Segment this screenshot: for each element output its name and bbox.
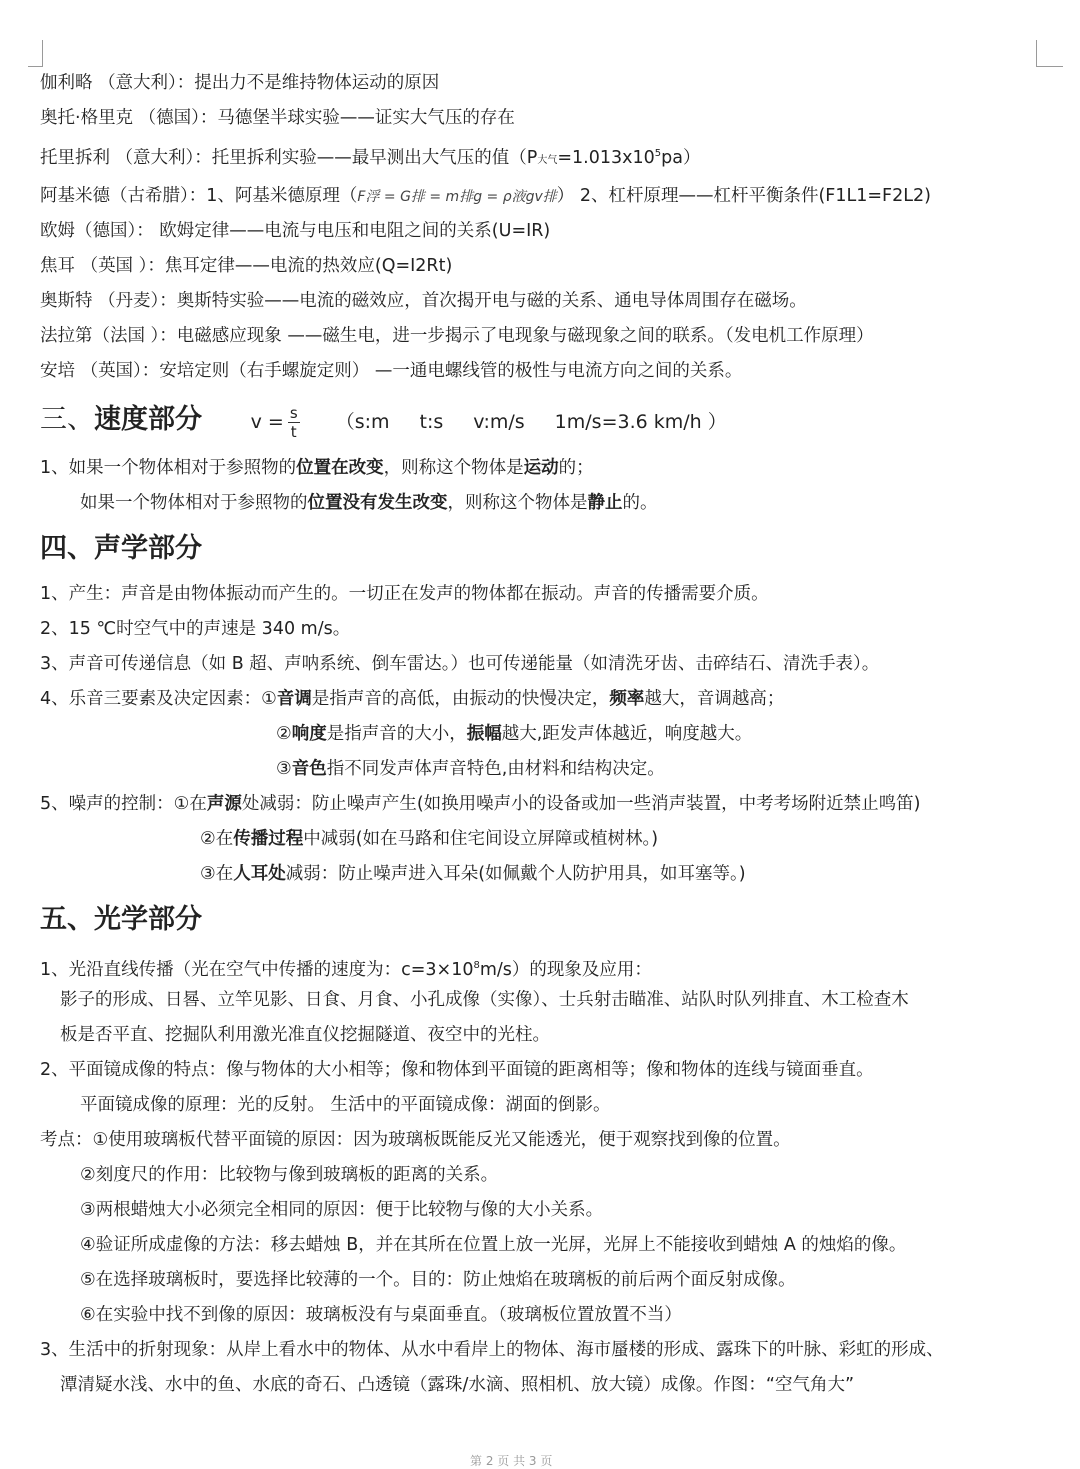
text: 减弱：防止噪声进入耳朵(如佩戴个人防护用具，如耳塞等。) [285, 864, 746, 884]
section-acoustics-heading: 四、声学部分 [40, 533, 202, 564]
exponent: 8 [473, 960, 480, 971]
text: 5、噪声的控制：①在 [40, 794, 207, 814]
text: 是指声音的高低，由振动的快慢决定， [311, 689, 610, 709]
optics-exam-point-6: ⑥在实验中找不到像的原因：玻璃板没有与桌面垂直。（玻璃板位置放置不当） [80, 1305, 682, 1325]
text: 如果一个物体相对于参照物的 [80, 493, 308, 513]
text: m/s）的现象及应用： [479, 959, 652, 980]
speed-formula-v: v = [250, 411, 284, 433]
acoustics-timbre [40, 752, 1050, 787]
document-page [40, 66, 1050, 1403]
text: ，则称这个物体是 [447, 493, 588, 513]
speed-fraction [288, 404, 300, 441]
optics-exam-point-4: ④验证所成虚像的方法：移去蜡烛 B，并在其所在位置上放一光屏，光屏上不能接收到蜡烛 A 的烛焰的像。 [80, 1235, 907, 1255]
scientist-faraday: 法拉第（法国 ）：电磁感应现象 ——磁生电，进一步揭示了电现象与磁现象之间的联系。（发电机工作原理） [40, 326, 874, 346]
scientist-galileo: 伽利略 （意大利）：提出力不是维持物体运动的原因 [40, 73, 440, 93]
section-speed-heading [40, 389, 1050, 451]
emphasis: 音调 [276, 689, 312, 709]
text: 4、乐音三要素及决定因素：① [40, 689, 277, 709]
text: 指不同发声体声音特色,由材料和结构决定。 [326, 759, 665, 779]
scientist-ohm: 欧姆（德国）： 欧姆定律——电流与电压和电阻之间的关系(U=IR) [40, 221, 551, 241]
acoustics-item-1: 1、产生：声音是由物体振动而产生的。一切正在发声的物体都在振动。声音的传播需要介质。 [40, 584, 769, 604]
acoustics-item-4 [40, 682, 1050, 717]
unit-v: v:m/s [473, 411, 525, 433]
lever-principle: ） 2、杠杆原理——杠杆平衡条件(F1L1=F2L2) [556, 186, 931, 206]
emphasis: 运动 [523, 458, 559, 478]
text: 1、如果一个物体相对于参照物的 [40, 458, 297, 478]
speed-rest-line [40, 486, 1050, 521]
acoustics-noise-ear [40, 857, 1050, 892]
text: ② [276, 724, 292, 744]
scientist-torricelli [40, 136, 1050, 171]
torricelli-text: 托里拆利 （意大利）：托里拆利实验——最早测出大气压的值（P [40, 147, 538, 168]
torricelli-value: =1.013x10 [557, 147, 655, 168]
unit-s: （s:m [335, 411, 390, 433]
optics-exam-point-1: 考点：①使用玻璃板代替平面镜的原因：因为玻璃板既能反光又能透光，便于观察找到像的位置。 [40, 1130, 791, 1150]
section-title: 速度部分 [94, 404, 202, 435]
text: 的； [558, 458, 594, 478]
page-footer: 第 2 页 共 3 页 [470, 1454, 553, 1468]
optics-item-1 [40, 948, 1050, 983]
emphasis: 位置在改变 [296, 458, 384, 478]
scientist-ampere: 安培 （英国）：安培定则（右手螺旋定则） —一通电螺线管的极性与电流方向之间的关系。 [40, 361, 743, 381]
scientist-joule: 焦耳 （英国 ）：焦耳定律——电流的热效应(Q=I2Rt) [40, 256, 453, 276]
optics-item-3-cont: 潭清疑水浅、水中的鱼、水底的奇石、凸透镜（露珠/水滴、照相机、放大镜）成像。作图：“空气角大” [60, 1375, 855, 1395]
acoustics-noise-path [40, 822, 1050, 857]
text: 是指声音的大小， [326, 724, 467, 744]
torricelli-unit: pa） [661, 147, 701, 168]
optics-exam-point-2: ②刻度尺的作用：比较物与像到玻璃板的距离的关系。 [80, 1165, 499, 1185]
fraction-denominator: t [290, 423, 297, 441]
emphasis: 音色 [291, 759, 327, 779]
unit-t: t:s [419, 411, 444, 433]
scientist-oersted: 奥斯特 （丹麦）：奥斯特实验——电流的磁效应，首次揭开电与磁的关系、通电导体周围存在磁场。 [40, 291, 807, 311]
archimedes-text: 阿基米德（古希腊）：1、阿基米德原理（ [40, 186, 358, 206]
optics-mirror-principle: 平面镜成像的原理：光的反射。 生活中的平面镜成像：湖面的倒影。 [80, 1095, 611, 1115]
text: 越大,距发声体越近，响度越大。 [501, 724, 753, 744]
acoustics-loudness [40, 717, 1050, 752]
acoustics-item-3: 3、声音可传递信息（如 B 超、声呐系统、倒车雷达。）也可传递能量（如清洗牙齿、击碎结石、清洗手表）。 [40, 654, 880, 674]
page-corner-mark-left [28, 40, 43, 67]
emphasis: 频率 [609, 689, 645, 709]
acoustics-item-2: 2、15 ℃时空气中的声速是 340 m/s。 [40, 619, 351, 639]
acoustics-item-5 [40, 787, 1050, 822]
emphasis: 响度 [291, 724, 327, 744]
text: 中减弱(如在马路和住宅间设立屏障或植树林。) [303, 829, 659, 849]
text: 越大，音调越高； [644, 689, 785, 709]
optics-exam-point-3: ③两根蜡烛大小必须完全相同的原因：便于比较物与像的大小关系。 [80, 1200, 604, 1220]
section-optics-heading: 五、光学部分 [40, 904, 202, 935]
text: 处减弱：防止噪声产生(如换用噪声小的设备或加一些消声装置，中考考场附近禁止鸣笛) [241, 794, 921, 814]
torricelli-sub: 大气 [537, 154, 558, 166]
emphasis: 位置没有发生改变 [307, 493, 448, 513]
emphasis: 传播过程 [233, 829, 304, 849]
text: 1、光沿直线传播（光在空气中传播的速度为：c=3×10 [40, 959, 474, 980]
optics-exam-point-5: ⑤在选择玻璃板时，要选择比较薄的一个。目的：防止烛焰在玻璃板的前后两个面反射成像。 [80, 1270, 796, 1290]
text: 的。 [622, 493, 658, 513]
text: ③ [276, 759, 292, 779]
optics-item-2: 2、平面镜成像的特点：像与物体的大小相等；像和物体到平面镜的距离相等；像和物体的连线与镜面垂直。 [40, 1060, 874, 1080]
unit-conversion: 1m/s=3.6 km/h ） [554, 411, 727, 433]
emphasis: 声源 [206, 794, 242, 814]
fraction-numerator: s [289, 404, 298, 422]
scientist-archimedes [40, 179, 1050, 214]
optics-item-3: 3、生活中的折射现象：从岸上看水中的物体、从水中看岸上的物体、海市蜃楼的形成、露珠下的叶脉、彩虹的形成、 [40, 1340, 944, 1360]
text: ②在 [200, 829, 234, 849]
section-number: 三、 [40, 404, 94, 435]
text: ③在 [200, 864, 234, 884]
page-corner-mark-right [1036, 40, 1063, 67]
emphasis: 振幅 [466, 724, 502, 744]
torricelli-exponent: 5 [654, 148, 662, 159]
speed-motion-line [40, 451, 1050, 486]
emphasis: 人耳处 [233, 864, 286, 884]
optics-item-1-examples-cont: 板是否平直、挖掘队利用激光准直仪挖掘隧道、夜空中的光柱。 [60, 1025, 550, 1045]
buoyancy-formula: F浮 = G排 = m排g = ρ液gv排 [357, 189, 557, 205]
emphasis: 静止 [587, 493, 623, 513]
speed-formula [250, 404, 727, 441]
optics-item-1-examples: 影子的形成、日晷、立竿见影、日食、月食、小孔成像（实像）、士兵射击瞄准、站队时队列排直、木工检查木 [60, 990, 909, 1010]
scientist-guericke: 奥托·格里克 （德国）：马德堡半球实验——证实大气压的存在 [40, 108, 515, 128]
text: ，则称这个物体是 [383, 458, 524, 478]
